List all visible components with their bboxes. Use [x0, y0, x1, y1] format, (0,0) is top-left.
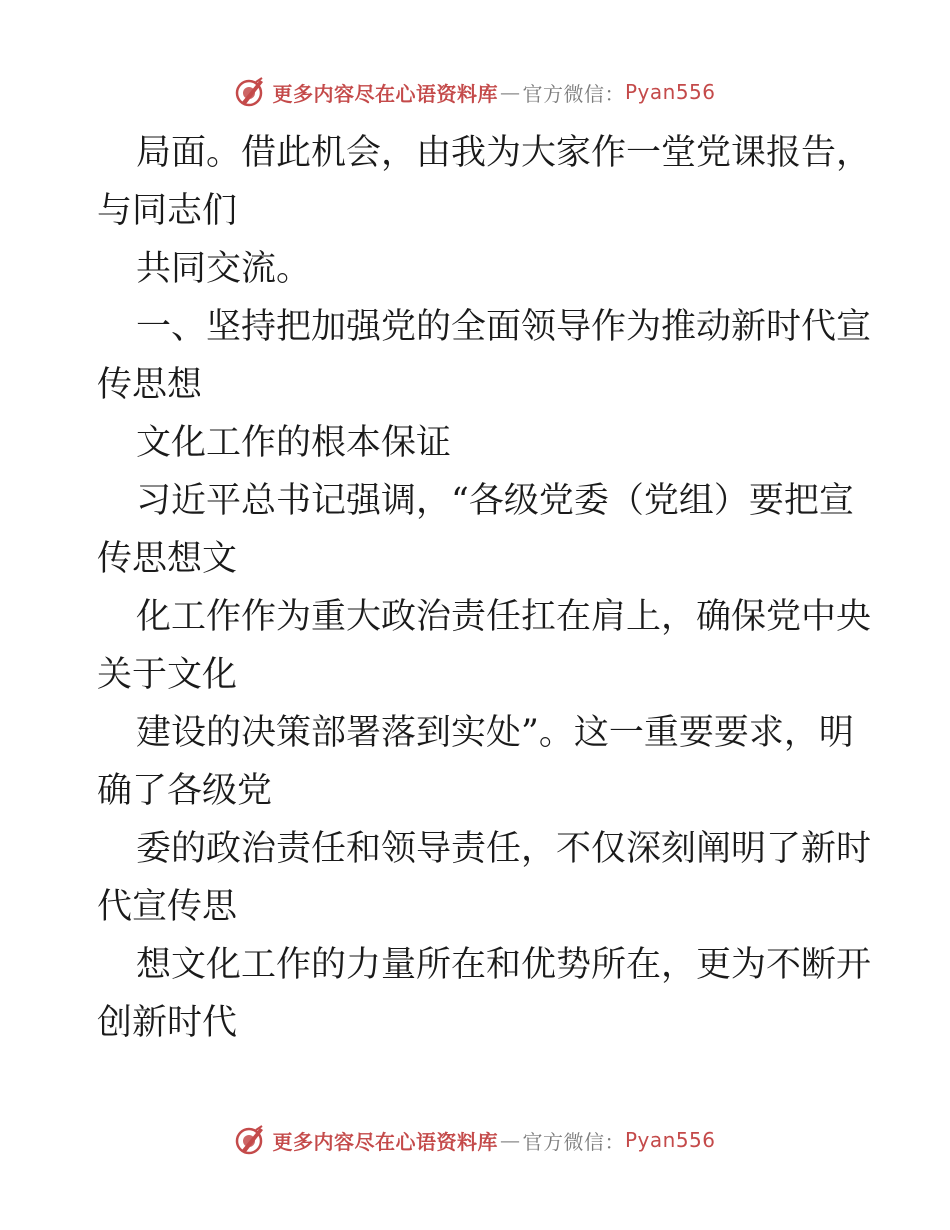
text-line: 确了各级党: [97, 771, 273, 811]
text-line: 传思想: [97, 365, 203, 405]
text-line: 化工作作为重大政治责任扛在肩上，确保党中央: [136, 597, 872, 637]
text-line: 委的政治责任和领导责任，不仅深刻阐明了新时: [136, 829, 872, 869]
footer-banner: [0, 1120, 950, 1160]
text-line: 传思想文: [97, 539, 238, 579]
text-line: 文化工作的根本保证: [136, 423, 452, 463]
banner-wechat-id: Pyan556: [624, 1128, 716, 1152]
quill-seal-icon: [234, 1124, 266, 1156]
text-line: 关于文化: [97, 655, 238, 695]
header-banner: [0, 72, 950, 112]
text-line: 与同志们: [97, 191, 238, 231]
banner-dash: —: [499, 1128, 521, 1152]
text-line: 习近平总书记强调，“各级党委（党组）要把宣: [136, 481, 854, 521]
banner-wechat-id: Pyan556: [624, 80, 716, 104]
banner-library-text: 更多内容尽在心语资料库: [272, 1129, 498, 1154]
text-line: 代宣传思: [97, 887, 238, 927]
text-line: 局面。借此机会，由我为大家作一堂党课报告，: [136, 133, 872, 173]
banner-dash: —: [499, 80, 521, 104]
text-line: 一、坚持把加强党的全面领导作为推动新时代宣: [136, 307, 872, 347]
banner-wechat-label: 官方微信：: [522, 81, 625, 106]
text-line: 共同交流。: [136, 249, 312, 289]
document-body: [97, 124, 872, 1052]
text-line: 建设的决策部署落到实处”。这一重要要求，明: [136, 713, 854, 753]
text-line: 创新时代: [97, 1003, 238, 1043]
text-line: 想文化工作的力量所在和优势所在，更为不断开: [136, 945, 872, 985]
quill-seal-icon: [234, 76, 266, 108]
banner-wechat-label: 官方微信：: [522, 1129, 625, 1154]
banner-library-text: 更多内容尽在心语资料库: [272, 81, 498, 106]
